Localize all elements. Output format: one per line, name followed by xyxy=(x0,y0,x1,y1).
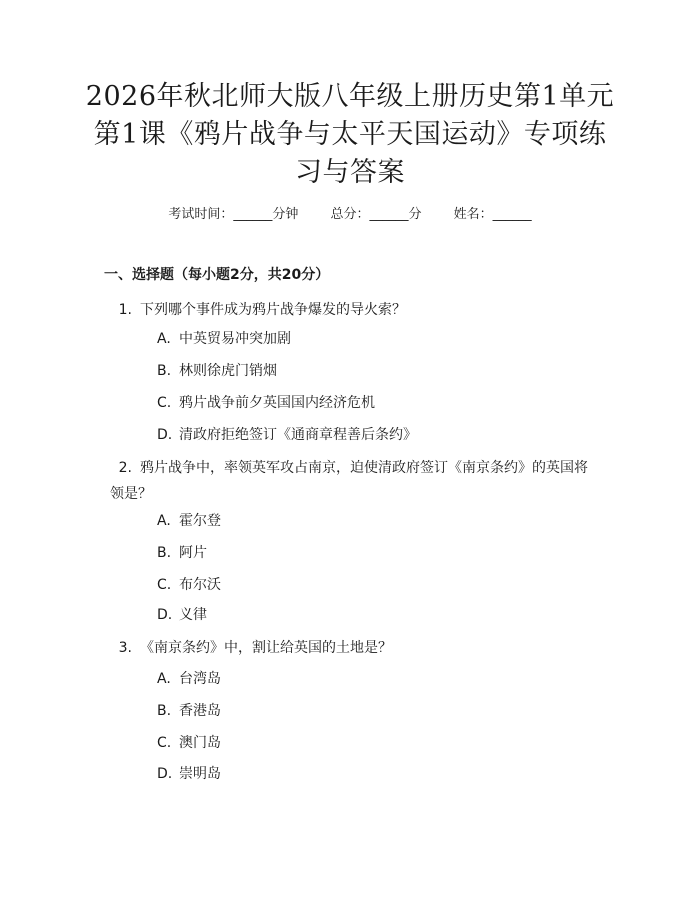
question-2 xyxy=(110,455,590,507)
option-text: 霍尔登 xyxy=(179,513,221,529)
option-letter: B. xyxy=(157,363,172,379)
question-text-line-2: 领是？ xyxy=(110,486,152,502)
option-2b xyxy=(157,543,207,563)
option-letter: D. xyxy=(157,607,173,623)
section-title: 一、选择题（每小题2分，共20分） xyxy=(104,267,330,283)
document-title xyxy=(60,78,640,192)
option-text: 清政府拒绝签订《通商章程善后条约》 xyxy=(179,427,417,443)
title-line-1: 2026年秋北师大版八年级上册历史第1单元 xyxy=(85,81,615,112)
option-letter: B. xyxy=(157,545,172,561)
option-2a xyxy=(157,511,221,531)
option-3d xyxy=(157,764,221,784)
question-number: 3. xyxy=(118,640,132,656)
question-number: 2. xyxy=(118,460,132,476)
option-1b xyxy=(157,361,277,381)
option-1a xyxy=(157,329,291,349)
option-text: 台湾岛 xyxy=(179,671,221,687)
option-letter: C. xyxy=(157,577,172,593)
question-text: 下列哪个事件成为鸦片战争爆发的导火索？ xyxy=(140,302,406,318)
option-3c xyxy=(157,733,221,753)
option-2d xyxy=(157,605,207,625)
exam-score-field: 总分：______分 xyxy=(330,207,422,222)
option-text: 义律 xyxy=(179,607,207,623)
option-text: 布尔沃 xyxy=(179,577,221,593)
question-1 xyxy=(110,297,590,323)
option-letter: C. xyxy=(157,735,172,751)
option-letter: D. xyxy=(157,427,173,443)
option-2c xyxy=(157,575,221,595)
option-letter: B. xyxy=(157,703,172,719)
option-letter: A. xyxy=(157,513,171,529)
option-3a xyxy=(157,669,221,689)
option-letter: A. xyxy=(157,671,171,687)
option-letter: C. xyxy=(157,395,172,411)
title-line-3: 习与答案 xyxy=(295,157,405,188)
option-letter: D. xyxy=(157,766,173,782)
option-letter: A. xyxy=(157,331,171,347)
question-3 xyxy=(110,635,590,661)
option-text: 鸦片战争前夕英国国内经济危机 xyxy=(179,395,375,411)
option-text: 阿片 xyxy=(179,545,207,561)
question-number: 1. xyxy=(118,302,132,318)
option-1c xyxy=(157,393,375,413)
exam-time-field: 考试时间：______分钟 xyxy=(168,207,299,222)
question-text-line-1: 鸦片战争中，率领英军攻占南京，迫使清政府签订《南京条约》的英国将 xyxy=(140,460,588,476)
option-1d xyxy=(157,425,417,445)
option-3b xyxy=(157,701,221,721)
exam-name-field: 姓名：______ xyxy=(453,207,532,222)
title-line-2: 第1课《鸦片战争与太平天国运动》专项练 xyxy=(93,119,607,150)
option-text: 澳门岛 xyxy=(179,735,221,751)
option-text: 中英贸易冲突加剧 xyxy=(179,331,291,347)
question-text: 《南京条约》中，割让给英国的土地是？ xyxy=(140,640,392,656)
exam-info xyxy=(0,206,700,224)
option-text: 香港岛 xyxy=(179,703,221,719)
option-text: 林则徐虎门销烟 xyxy=(179,363,277,379)
option-text: 崇明岛 xyxy=(179,766,221,782)
